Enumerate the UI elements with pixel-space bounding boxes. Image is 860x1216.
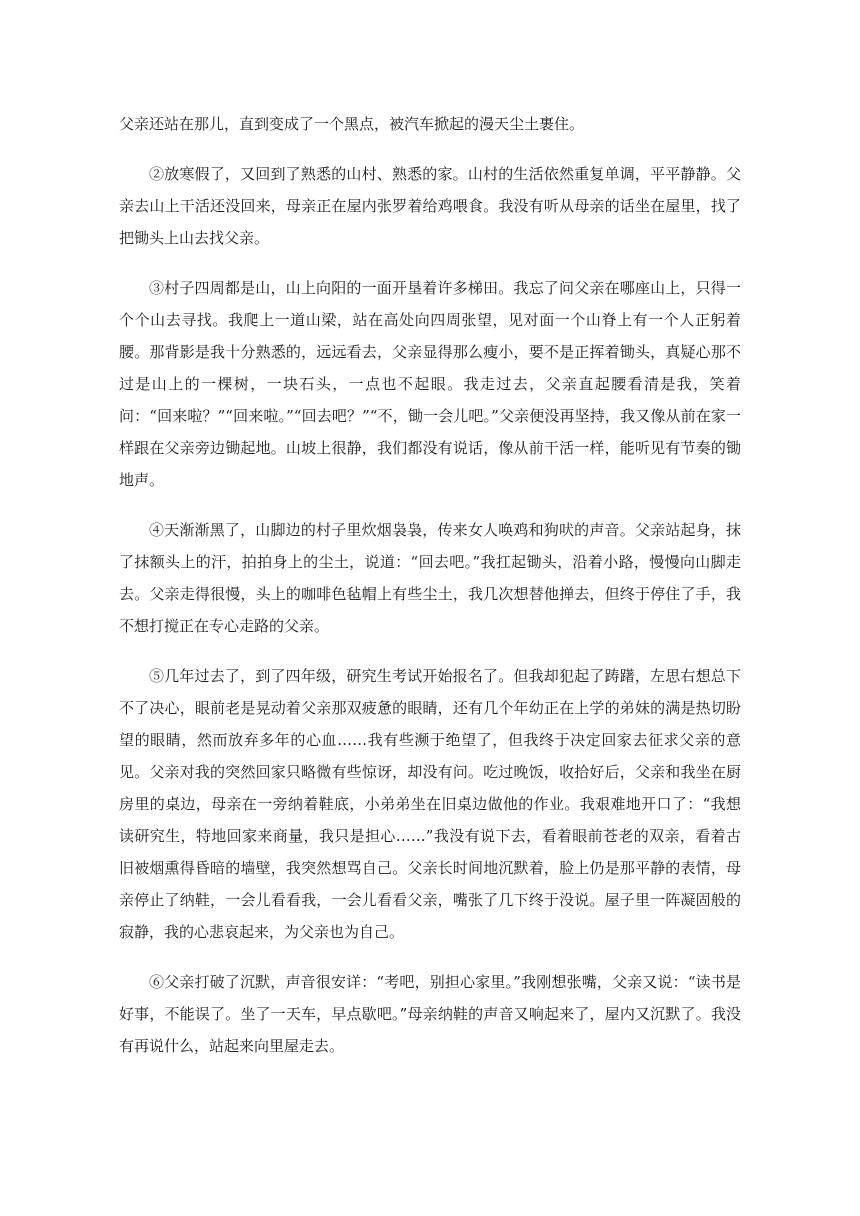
paragraph-4: ④天渐渐黑了，山脚边的村子里炊烟袅袅，传来女人唤鸡和狗吠的声音。父亲站起身，抹了抹额头上的汗，拍拍身上的尘土，说道：“回去吧。”我扛起锄头，沿着小路，慢慢向山脚走去。父亲走得很慢，头上的咖啡色毡帽上有些尘土，我几次想替他掸去，但终于停住了手，我不想打搅正在专心走路的父亲。 [119, 521, 741, 635]
article-body [119, 108, 741, 1080]
paragraph-6: ⑥父亲打破了沉默，声音很安详：“考吧，别担心家里。”我刚想张嘴，父亲又说：“读书是好事，不能误了。坐了一天车，早点歇吧。”母亲纳鞋的声音又响起来了，屋内又沉默了。我没有再说什么，站起来向里屋走去。 [119, 973, 741, 1055]
paragraph-3: ③村子四周都是山，山上向阳的一面开垦着许多梯田。我忘了问父亲在哪座山上，只得一个个山去寻找。我爬上一道山梁，站在高处向四周张望，见对面一个山脊上有一个人正躬着腰。那背影是我十分熟悉的，远远看去，父亲显得那么瘦小，要不是正挥着锄头，真疑心那不过是山上的一棵树，一块石头，一点也不起眼。我走过去，父亲直起腰看清是我，笑着问：“回来啦？”“回来啦。”“回去吧？”“不，锄一会儿吧。”父亲便没再坚持，我又像从前在家一样跟在父亲旁边锄起地。山坡上很静，我们都没有说话，像从前干活一样，能听见有节奏的锄地声。 [119, 279, 741, 489]
paragraph-continuation: 父亲还站在那儿，直到变成了一个黑点，被汽车掀起的漫天尘土裹住。 [119, 115, 585, 133]
paragraph-5: ⑤几年过去了，到了四年级，研究生考试开始报名了。但我却犯起了踌躇，左思右想总下不了决心，眼前老是晃动着父亲那双疲惫的眼睛，还有几个年幼正在上学的弟妹的满是热切盼望的眼睛，然而放弃多年的心血……我有些濒于绝望了，但我终于决定回家去征求父亲的意见。父亲对我的突然回家只略微有些惊讶，却没有问。吃过晚饭，收拾好后，父亲和我坐在厨房里的桌边，母亲在一旁纳着鞋底，小弟弟坐在旧桌边做他的作业。我艰难地开口了：“我想读研究生，特地回家来商量，我只是担心……”我没有说下去，看着眼前苍老的双亲，看着古旧被烟熏得昏暗的墙壁，我突然想骂自己。父亲长时间地沉默着，脸上仍是那平静的表情，母亲停止了纳鞋，一会儿看看我，一会儿看看父亲，嘴张了几下终于没说。屋子里一阵凝固般的寂静，我的心悲哀起来，为父亲也为自己。 [119, 667, 741, 941]
paragraph-2: ②放寒假了，又回到了熟悉的山村、熟悉的家。山村的生活依然重复单调，平平静静。父亲去山上干活还没回来，母亲正在屋内张罗着给鸡喂食。我没有听从母亲的话坐在屋里，找了把锄头上山去找父亲。 [119, 165, 741, 247]
